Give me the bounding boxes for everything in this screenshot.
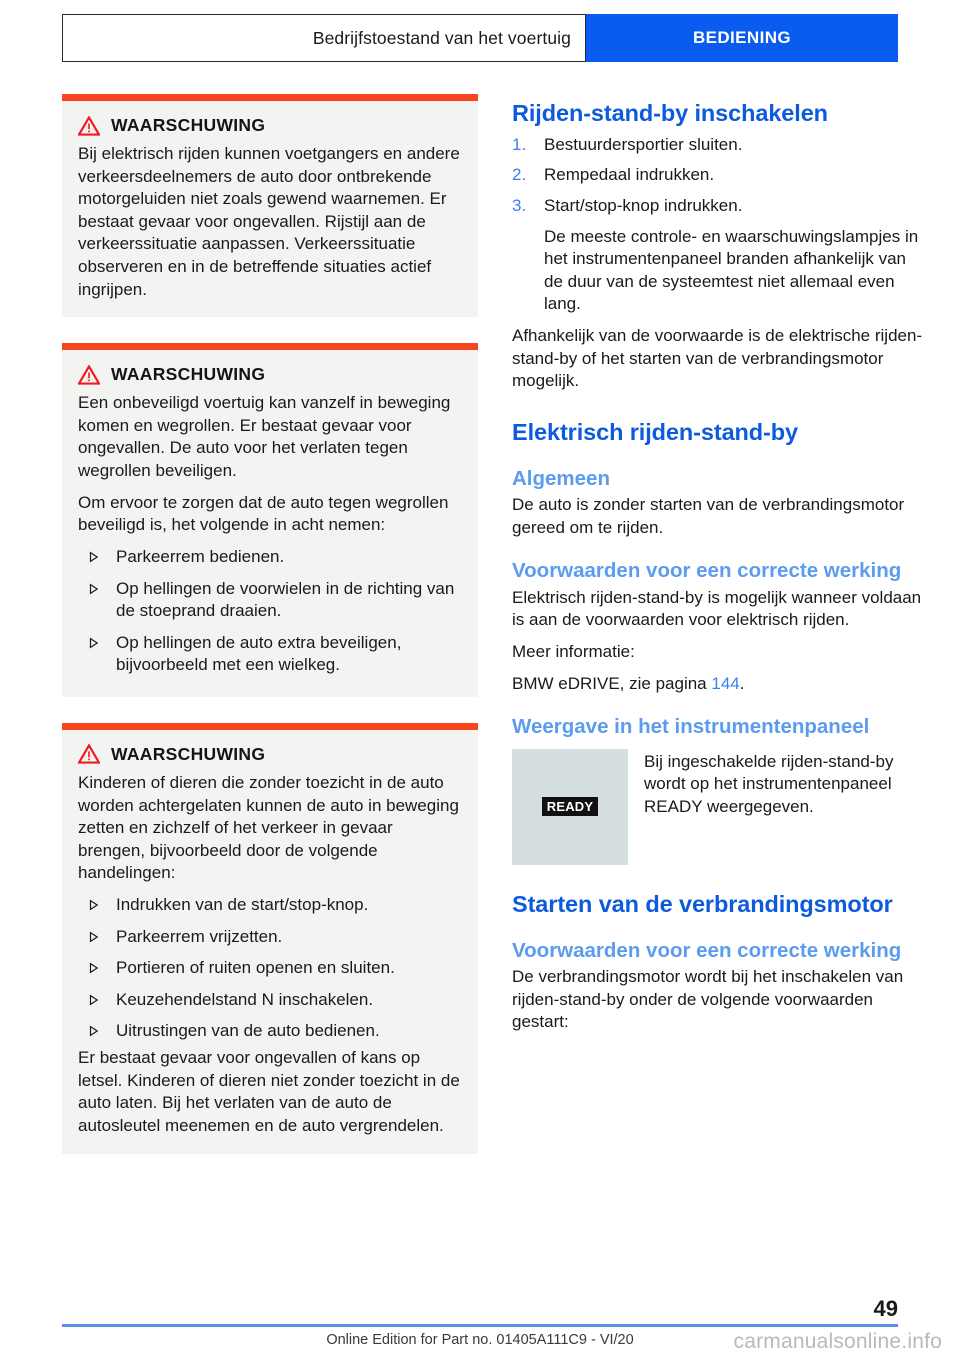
triangle-bullet-icon — [87, 582, 101, 596]
triangle-bullet-icon — [87, 550, 101, 564]
list-item — [78, 894, 462, 917]
step-label: Bestuurdersportier sluiten. — [544, 134, 743, 154]
watermark-text: carmanualsonline.info — [733, 1330, 942, 1353]
header-chapter-box — [586, 14, 898, 62]
list-item — [78, 632, 462, 677]
cross-reference-line — [512, 673, 928, 696]
triangle-bullet-icon — [87, 636, 101, 650]
list-item-label: Indrukken van de start/stop-knop. — [116, 895, 369, 915]
figure-row — [512, 749, 928, 865]
list-item — [78, 578, 462, 623]
list-item — [78, 989, 462, 1012]
step-number: 1. — [512, 134, 527, 154]
triangle-bullet-icon — [87, 993, 101, 1007]
list-item — [78, 1020, 462, 1043]
warning-triangle-icon — [78, 116, 100, 136]
list-item-label: Uitrustingen van de auto bedienen. — [116, 1021, 380, 1041]
list-item-label: Portieren of ruiten openen en sluiten. — [116, 958, 395, 978]
triangle-bullet-icon — [87, 961, 101, 975]
step-note: De meeste controle- en waarschuwingslampjes in het instrumentenpaneel branden afhankelijk van de duur van de systeemtest niet allemaal even lang. — [544, 226, 919, 314]
list-item-label: Keuzehendelstand N inschakelen. — [116, 989, 374, 1009]
section-paragraph: De auto is zonder starten van de verbrandingsmotor gereed om te rijden. — [512, 495, 905, 537]
subsection-heading: Voorwaarden voor een correcte werking — [512, 938, 902, 962]
footer-divider — [62, 1324, 898, 1327]
step-label: Rempedaal indrukken. — [544, 165, 715, 185]
left-column — [62, 94, 478, 1180]
instrument-cluster-figure — [512, 749, 628, 865]
warning-triangle-icon — [78, 744, 100, 764]
section-paragraph: Afhankelijk van de voorwaarde is de elektrische rijden-stand-by of het starten van de verbrandingsmotor mogelijk. — [512, 325, 923, 391]
triangle-bullet-icon — [87, 898, 101, 912]
warning-paragraph: Kinderen of dieren die zonder toezicht in de auto worden achtergelaten kunnen de auto in beweging zetten en zichzelf of het verkeer in gevaar brengen, bijvoorbeeld door de volgende handelingen: — [78, 772, 459, 883]
warning-header — [78, 364, 462, 385]
page-header — [62, 14, 898, 62]
warning-bullet-list — [78, 894, 462, 1043]
figure-caption: Bij ingeschakelde rijden-stand-by wordt op het instrumentenpaneel READY weergegeven. — [644, 751, 894, 817]
warning-triangle-icon — [78, 365, 100, 385]
warning-header — [78, 744, 462, 765]
warning-box — [62, 343, 478, 697]
triangle-bullet-icon — [87, 930, 101, 944]
warning-header — [78, 115, 462, 136]
list-item — [512, 195, 928, 218]
list-item — [512, 134, 928, 157]
header-chapter-label: BEDIENING — [692, 28, 792, 47]
section-heading: Elektrisch rijden-stand-by — [512, 418, 798, 445]
cross-reference-page-link[interactable]: 144 — [711, 673, 740, 693]
section-paragraph: Elektrisch rijden-stand-by is mogelijk wanneer voldaan is aan de voorwaarden voor elektrisch rijden. — [512, 587, 922, 630]
step-label: Start/stop-knop indrukken. — [544, 195, 743, 215]
list-item — [78, 957, 462, 980]
step-number: 2. — [512, 165, 527, 185]
more-info-label: Meer informatie: — [512, 642, 635, 662]
warning-paragraph: Er bestaat gevaar voor ongevallen of kans op letsel. Kinderen of dieren niet zonder toezicht in de auto laten. Bij het verlaten van de auto de autosleutel meenemen en de auto vergrendelen. — [78, 1048, 460, 1135]
cross-reference-prefix: BMW eDRIVE, zie pagina — [512, 673, 712, 693]
section-heading: Starten van de verbrandingsmotor — [512, 890, 893, 917]
list-item — [512, 164, 928, 187]
warning-bullet-list — [78, 546, 462, 677]
subsection-heading: Algemeen — [512, 466, 610, 490]
header-title: Bedrijfstoestand van het voertuig — [312, 27, 571, 48]
footer-edition-text: Online Edition for Part no. 01405A111C9 - VI/20 — [326, 1332, 634, 1348]
list-item — [78, 926, 462, 949]
warning-paragraph: Om ervoor te zorgen dat de auto tegen wegrollen beveiligd is, het volgende in acht nemen: — [78, 492, 449, 535]
warning-label: WAARSCHUWING — [111, 115, 266, 135]
list-item-label: Op hellingen de voorwielen in de richting van de stoeprand draaien. — [116, 578, 455, 621]
numbered-step-list — [512, 134, 928, 218]
warning-paragraph: Bij elektrisch rijden kunnen voetgangers en andere verkeersdeelnemers de auto door ontbrekende motorgeluiden niet zoals gewend waarnemen. Er bestaat gevaar voor ongevallen. Rijstijl aan de verkeerssituatie aanpassen. Verkeerssituatie observeren en in de betreffende situaties actief ingrijpen. — [78, 144, 460, 299]
warning-paragraph: Een onbeveiligd voertuig kan vanzelf in beweging komen en wegrollen. Er bestaat gevaar voor ongevallen. De auto voor het verlaten tegen wegrollen beveiligen. — [78, 393, 451, 481]
ready-badge: READY — [542, 797, 599, 816]
subsection-heading: Weergave in het instrumentenpaneel — [512, 715, 870, 739]
section-heading: Rijden-stand-by inschakelen — [512, 100, 828, 126]
warning-label: WAARSCHUWING — [111, 743, 266, 764]
page-number: 49 — [873, 1296, 898, 1321]
header-title-box — [62, 14, 586, 62]
list-item-label: Parkeerrem bedienen. — [116, 546, 285, 566]
right-column — [512, 100, 928, 1043]
warning-box — [62, 94, 478, 317]
cross-reference-suffix: . — [739, 673, 745, 693]
list-item — [78, 546, 462, 569]
warning-box — [62, 723, 478, 1154]
warning-label: WAARSCHUWING — [111, 364, 266, 385]
list-item-label: Op hellingen de auto extra beveiligen, bijvoorbeeld met een wielkeg. — [116, 632, 402, 675]
list-item-label: Parkeerrem vrijzetten. — [116, 926, 283, 946]
triangle-bullet-icon — [87, 1024, 101, 1038]
section-paragraph: De verbrandingsmotor wordt bij het inschakelen van rijden-stand-by onder de volgende voorwaarden gestart: — [512, 967, 904, 1032]
step-number: 3. — [512, 195, 527, 215]
subsection-heading: Voorwaarden voor een correcte werking — [512, 559, 902, 583]
